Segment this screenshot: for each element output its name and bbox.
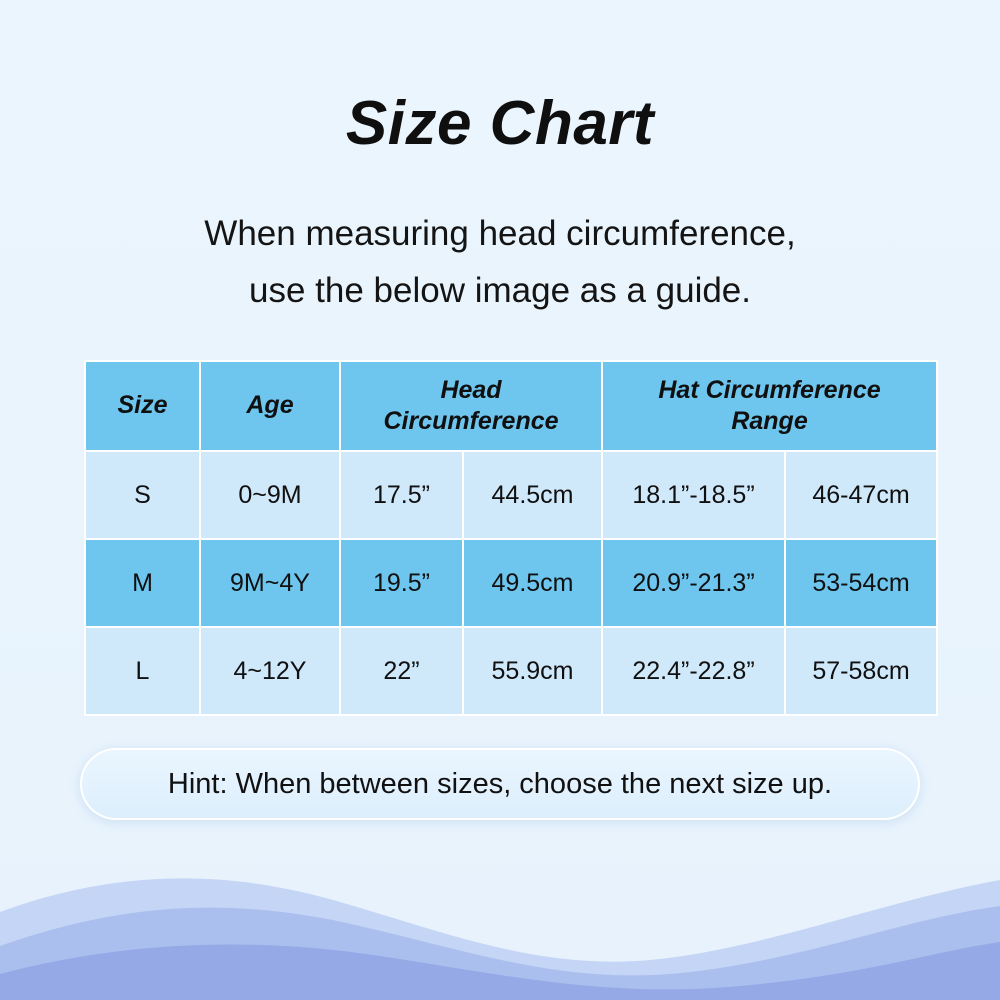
cell-hat-inches: 22.4”-22.8”: [602, 627, 785, 715]
cell-size: M: [85, 539, 200, 627]
subtitle-line-1: When measuring head circumference,: [204, 214, 796, 253]
cell-size: L: [85, 627, 200, 715]
cell-hat-cm: 53-54cm: [785, 539, 937, 627]
cell-head-cm: 44.5cm: [463, 451, 602, 539]
cell-size: S: [85, 451, 200, 539]
page-subtitle: [0, 206, 1000, 319]
column-header-hat-circumference-range: [602, 361, 937, 451]
cell-age: 9M~4Y: [200, 539, 340, 627]
size-table-container: [84, 360, 916, 716]
cell-head-inches: 19.5”: [340, 539, 463, 627]
column-header-head-circumference-line-2: Circumference: [383, 407, 559, 435]
cell-age: 4~12Y: [200, 627, 340, 715]
page-title: Size Chart: [345, 89, 655, 158]
cell-hat-cm: 46-47cm: [785, 451, 937, 539]
size-table: [84, 360, 938, 716]
cell-hat-inches: 18.1”-18.5”: [602, 451, 785, 539]
subtitle-line-2: use the below image as a guide.: [249, 270, 751, 310]
cell-age: 0~9M: [200, 451, 340, 539]
table-header: [85, 361, 937, 451]
table-row: [85, 451, 937, 539]
cell-head-inches: 17.5”: [340, 451, 463, 539]
cell-head-cm: 49.5cm: [463, 539, 602, 627]
table-header-row: [85, 361, 937, 451]
hint-banner: [80, 748, 920, 820]
column-header-size: Size: [85, 361, 200, 451]
column-header-head-circumference: [340, 361, 602, 451]
table-body: [85, 451, 937, 715]
cell-head-inches: 22”: [340, 627, 463, 715]
table-row: [85, 627, 937, 715]
column-header-hat-circumference-line-2: Range: [731, 407, 808, 435]
cell-hat-cm: 57-58cm: [785, 627, 937, 715]
column-header-age: Age: [200, 361, 340, 451]
cell-head-cm: 55.9cm: [463, 627, 602, 715]
hint-text: Hint: When between sizes, choose the next size up.: [167, 767, 833, 800]
table-row: [85, 539, 937, 627]
decorative-waves: [0, 840, 1000, 1000]
column-header-hat-circumference-line-1: Hat Circumference: [658, 375, 881, 404]
column-header-head-circumference-line-1: Head: [440, 375, 502, 404]
cell-hat-inches: 20.9”-21.3”: [602, 539, 785, 627]
